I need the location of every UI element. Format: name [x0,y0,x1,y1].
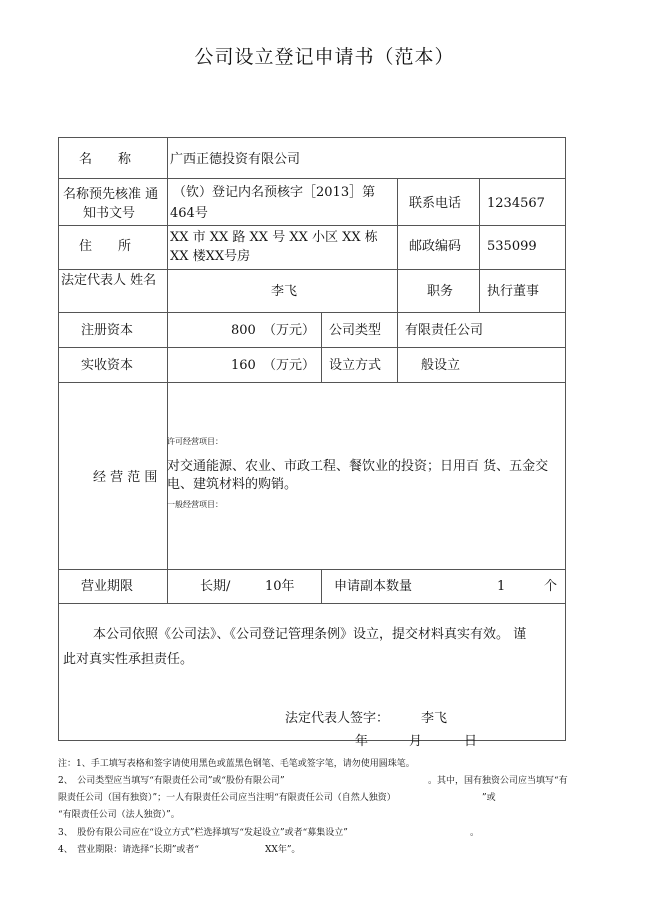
address-label: 住 所 [79,239,132,254]
date-day-label: 日 [464,734,478,749]
address-value-line2: XX 楼XX号房 [170,249,251,264]
notice-number-label: 名称预先核准 通 [63,187,159,202]
postal-code-value: 535099 [487,239,537,254]
legal-rep-name: 李飞 [271,284,298,299]
address-value: XX 市 XX 路 XX 号 XX 小区 XX 栋 [170,230,378,245]
signature-label: 法定代表人签字： [285,711,390,726]
registered-capital-amount: 800 [231,323,256,338]
page-title: 公司设立登记申请书（范本） [194,46,455,68]
business-term-label: 营业期限 [81,579,134,594]
registered-capital-unit: （万元） [263,323,316,338]
declaration-text-line2: 此对真实性承担责任。 [63,652,194,667]
note-3: 3、 股份有限公司应在“设立方式”栏选择填写“发起设立”或者“募集设立” [58,828,348,838]
note-4-cont: XX年”。 [265,845,301,855]
note-2-cont: 。其中，国有独资公司应当填写“有 [428,776,568,786]
date-month-label: 月 [409,734,423,749]
postal-code-label: 邮政编码 [409,239,462,254]
note-1: 注：1、手工填写表格和签字请使用黑色或蓝黑色钢笔、毛笔或签字笔，请勿使用圆珠笔。 [58,759,415,769]
establishment-method-label: 设立方式 [329,358,382,373]
business-scope-label: 经 营 范 围 [93,470,158,485]
copies-unit: 个 [544,579,558,594]
note-3-cont: 。 [470,828,480,838]
company-type-value: 有限责任公司 [405,323,484,338]
copies-label: 申请副本数量 [334,579,413,594]
company-name-label: 名 称 [79,152,132,167]
phone-label: 联系电话 [409,196,462,211]
note-2-line3: “有限责任公司（法人独资）”。 [58,810,180,820]
company-type-label: 公司类型 [329,323,382,338]
licensed-items-title: 许可经营项目： [167,437,223,446]
copies-value: 1 [497,579,506,594]
notice-number-label-line2: 知书文号 [83,206,136,221]
position-label: 职务 [427,284,454,299]
paid-capital-label: 实收资本 [81,358,134,373]
business-term-years: 10年 [265,579,295,594]
declaration-text: 本公司依照《公司法》、《公司登记管理条例》设立，提交材料真实有效。 谨 [93,627,527,642]
establishment-method-value: 般设立 [421,358,461,373]
paid-capital-unit: （万元） [263,358,316,373]
position-value: 执行董事 [487,284,540,299]
signature-name: 李飞 [421,711,448,726]
note-2-line2: 限责任公司（国有独资）”；一人有限责任公司应当注明“有限责任公司（自然人独资） [58,793,396,803]
notice-number-value-line2: 464号 [170,206,208,221]
date-year-label: 年 [355,734,369,749]
notice-number-value: （钦）登记内名预核字［2013］第 [173,185,376,200]
note-4: 4、 营业期限：请选择“长期”或者“ [58,845,200,855]
business-scope-text-line2: 电、建筑材料的购销。 [167,477,298,492]
business-scope-text: 对交通能源、农业、市政工程、餐饮业的投资；日用百 货、五金交 [167,459,549,474]
legal-rep-label: 法定代表人 姓名 [61,273,157,288]
paid-capital-amount: 160 [231,358,256,373]
registered-capital-label: 注册资本 [81,323,134,338]
business-term-value: 长期/ [200,579,231,594]
company-name-value: 广西正德投资有限公司 [170,152,301,167]
phone-value: 1234567 [487,196,545,211]
application-form-table [58,137,566,749]
note-2: 2、 公司类型应当填写“有限责任公司”或“股份有限公司” [58,776,285,786]
general-items-title: 一般经营项目： [167,500,223,509]
note-2-line2-cont: ”或 [482,793,496,803]
